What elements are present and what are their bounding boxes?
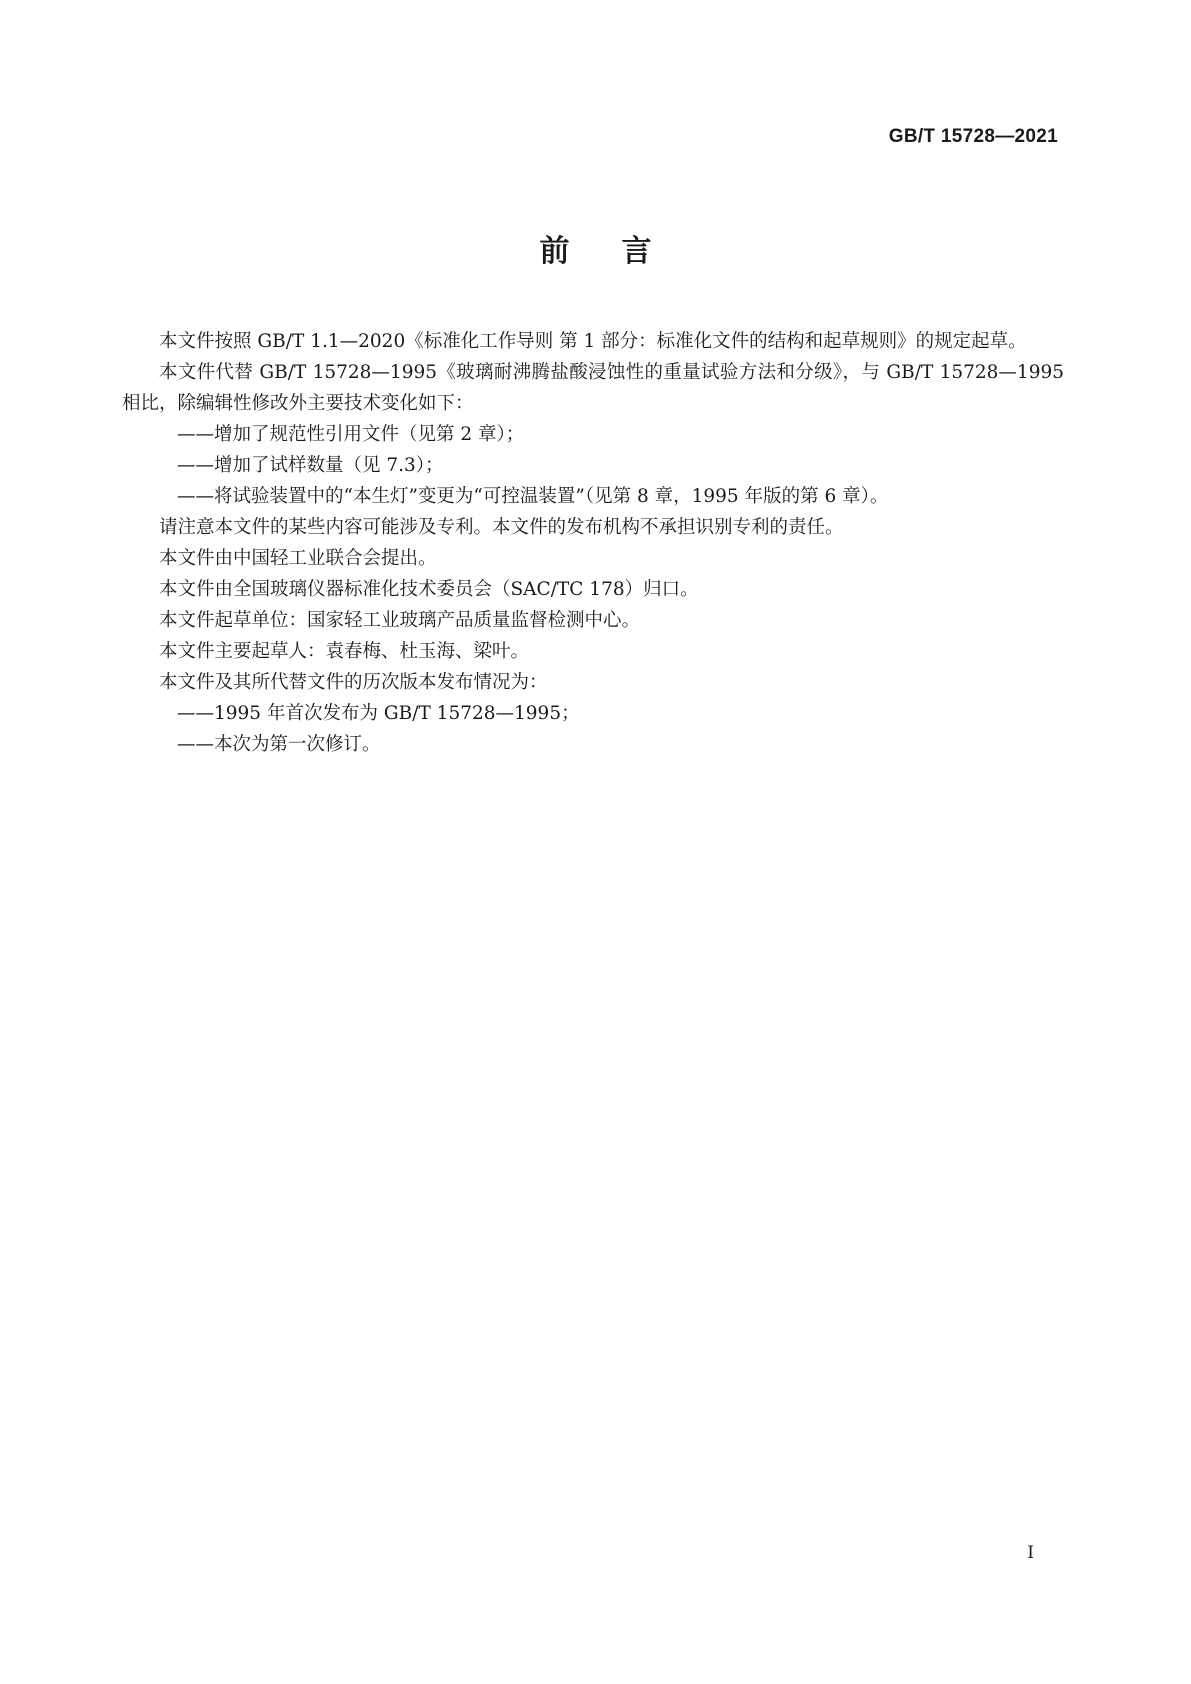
page-title: 前言 xyxy=(539,234,704,269)
standard-code: GB/T 15728—2021 xyxy=(888,126,1058,147)
change-item-test-apparatus: ——将试验装置中的“本生灯”变更为“可控温装置”（见第 8 章，1995 年版的第 6 章）。 xyxy=(177,486,889,507)
paragraph-drafting-rules: 本文件按照 GB/T 1.1—2020《标准化工作导则 第 1 部分：标准化文件的结构和起草规则》的规定起草。 xyxy=(159,331,1027,352)
paragraph-version-history: 本文件及其所代替文件的历次版本发布情况为： xyxy=(159,672,548,693)
history-item-first-release: ——1995 年首次发布为 GB/T 15728—1995； xyxy=(177,703,580,724)
change-item-normative-references: ——增加了规范性引用文件（见第 2 章）； xyxy=(177,424,525,445)
page-number: I xyxy=(1027,1543,1034,1563)
paragraph-patent-notice: 请注意本文件的某些内容可能涉及专利。本文件的发布机构不承担识别专利的责任。 xyxy=(159,517,844,538)
document-body xyxy=(122,326,1064,760)
paragraph-drafting-unit: 本文件起草单位：国家轻工业玻璃产品质量监督检测中心。 xyxy=(159,610,641,631)
change-item-sample-quantity: ——增加了试样数量（见 7.3）； xyxy=(177,455,444,476)
history-item-first-revision: ——本次为第一次修订。 xyxy=(177,734,381,755)
paragraph-technical-committee: 本文件由全国玻璃仪器标准化技术委员会（SAC/TC 178）归口。 xyxy=(159,579,699,600)
paragraph-replaces-standard: 本文件代替 GB/T 15728—1995《玻璃耐沸腾盐酸浸蚀性的重量试验方法和分级》，与 GB/T 15728—1995 相比，除编辑性修改外主要技术变化如下： xyxy=(122,362,1064,414)
paragraph-drafters: 本文件主要起草人：袁春梅、杜玉海、梁叶。 xyxy=(159,641,530,662)
paragraph-proposed-by: 本文件由中国轻工业联合会提出。 xyxy=(159,548,437,569)
